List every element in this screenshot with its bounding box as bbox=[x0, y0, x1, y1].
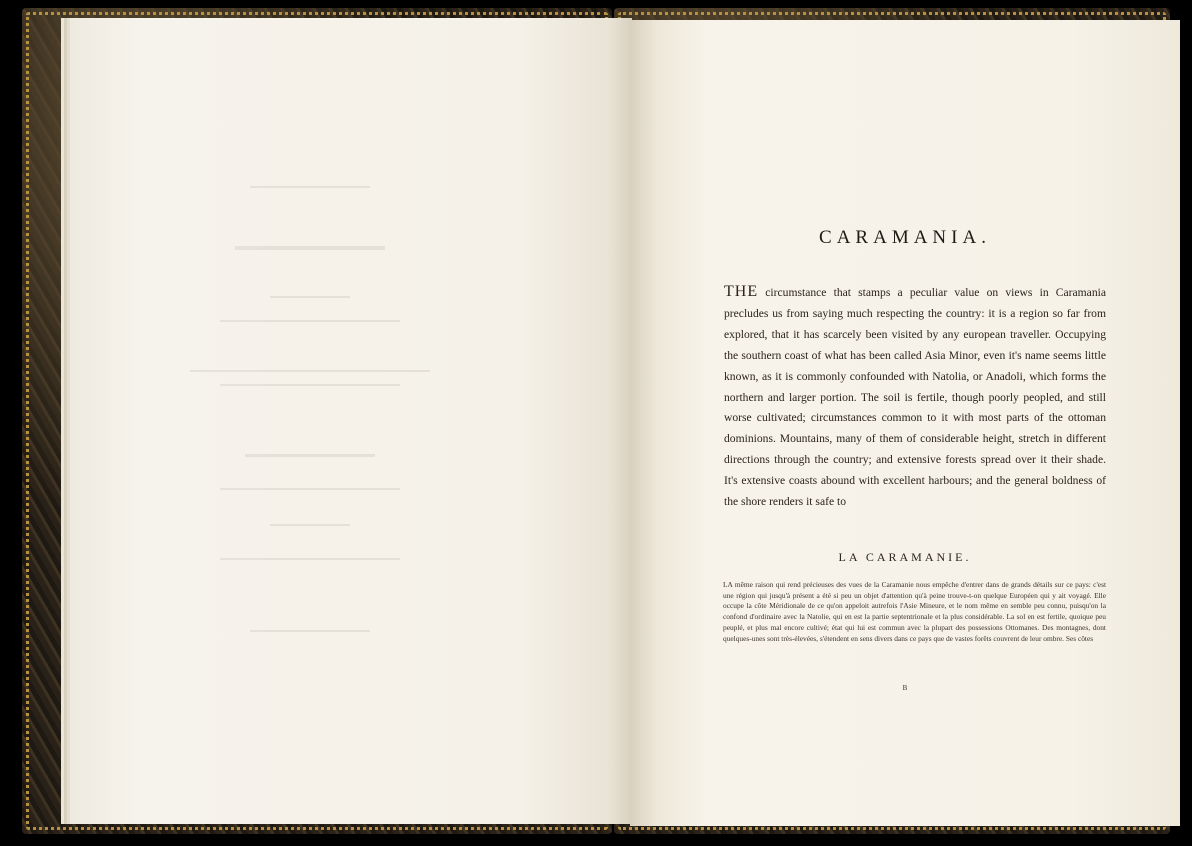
french-paragraph: LA même raison qui rend précieuses des vues de la Caramanie nous empêche d'entrer dans de grands détails sur ce pays: c'est une région qui jusqu'à présent a été si peu un objet d'attention qu'à peine trouve-t-on quelque Européen qui y ait voyagé. Elle occupe la côte Méridionale de ce qu'on appeloit autrefois l'Asie Mineure, et le nom même en semble peu connu, puisqu'on la confond d'ordinaire avec la Natolie, qui en est la partie septentrionale et la plus considérable. La sol en est fertile, quoique peu peuplé, et plus mal encore cultivé; état qui lui est commun avec la plupart des possessions Ottomanes. Des montagnes, dont quelques-unes sont très-élevées, s'étendent en sens divers dans ce pays que de vastes forêts couvrent de leur ombre. Ses côtes bbox=[723, 580, 1106, 643]
bleedthrough-line bbox=[245, 454, 375, 457]
bleedthrough-line bbox=[270, 524, 350, 526]
signature-mark: B bbox=[902, 684, 908, 692]
bleedthrough-line bbox=[220, 384, 400, 386]
left-page-bleedthrough bbox=[70, 18, 632, 824]
drop-cap: THE bbox=[724, 283, 759, 300]
bleedthrough-line bbox=[270, 296, 350, 298]
bleedthrough-line bbox=[220, 488, 400, 490]
english-text: circumstance that stamps a peculiar value on views in Caramania precludes us from saying much respecting the country: it is a region so far from explored, that it has scarcely been visited by any european traveller. Occupying the southern coast of what has been called Asia Minor, even it's name seems little known, as it is commonly confounded with Natolia, or Anadoli, which forms the northern and larger portion. The soil is fertile, though poorly peopled, and still worse cultivated; circumstances common to it with most parts of the ottoman dominions. Mountains, many of them of considerable height, stretch in different directions through the country; and extensive forests spread over it their shade. It's extensive coasts abound with excellent harbours; and the general boldness of the shore renders it safe to bbox=[724, 286, 1106, 509]
open-book bbox=[22, 8, 1170, 834]
bleedthrough-line bbox=[235, 246, 385, 250]
bleedthrough-line bbox=[250, 186, 370, 188]
english-paragraph bbox=[724, 282, 1106, 513]
bleedthrough-line bbox=[220, 558, 400, 560]
french-heading: LA CARAMANIE. bbox=[838, 550, 972, 564]
bleedthrough-line bbox=[220, 320, 400, 322]
page-title: CARAMANIA. bbox=[819, 227, 991, 248]
right-page bbox=[630, 20, 1180, 826]
bleedthrough-line bbox=[250, 630, 370, 632]
bleedthrough-line bbox=[190, 370, 430, 372]
